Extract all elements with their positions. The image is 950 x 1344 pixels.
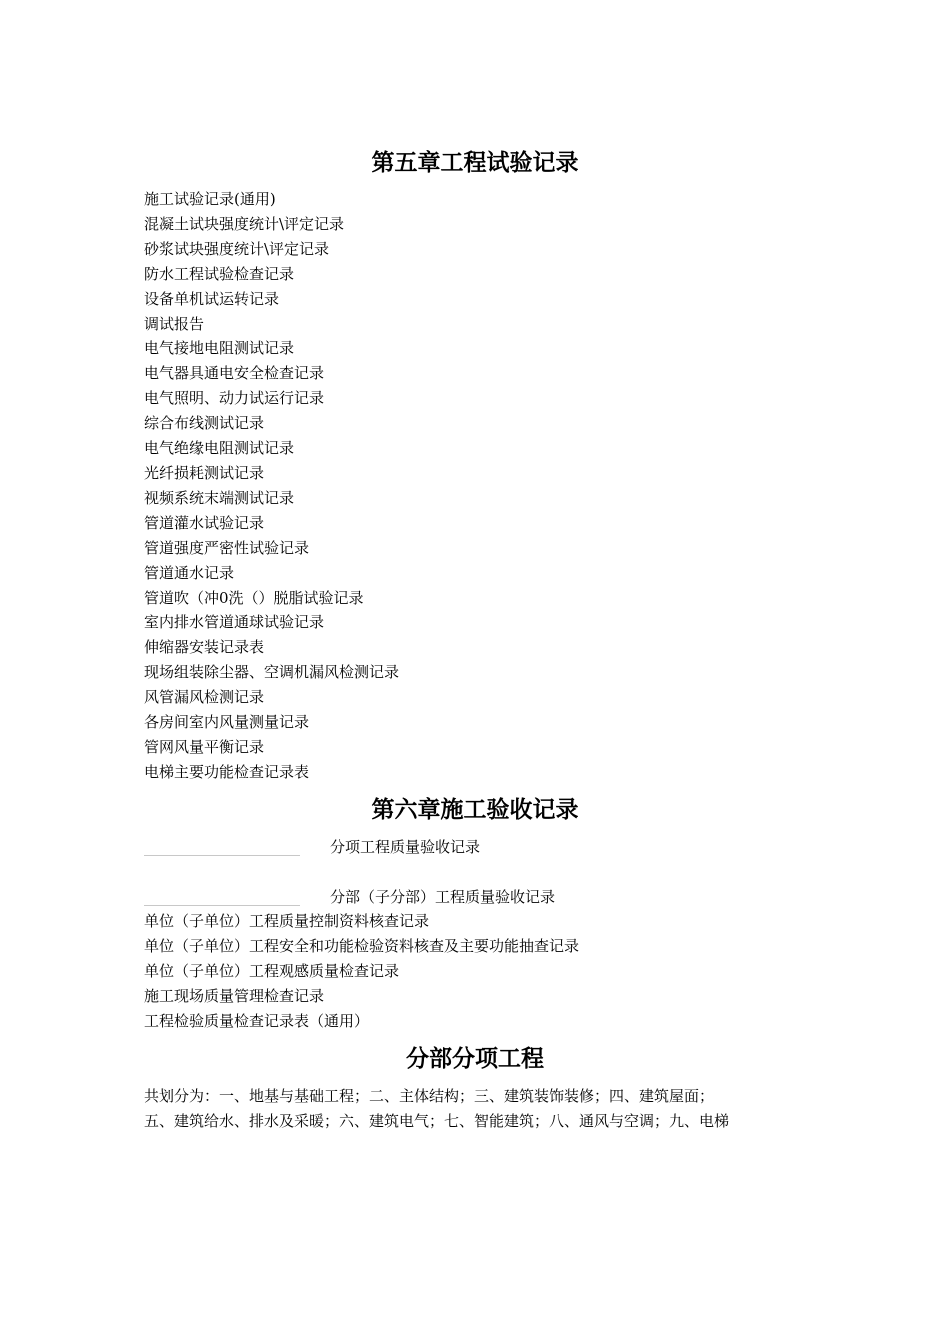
list-item: 调试报告 (144, 314, 205, 333)
list-item: 电气绝缘电阻测试记录 (144, 439, 295, 458)
list-item: 管道灌水试验记录 (144, 513, 265, 532)
list-item: 单位（子单位）工程观感质量检查记录 (144, 961, 400, 980)
list-item: 施工试验记录(通用) (144, 190, 276, 208)
section3-title: 分部分项工程 (406, 1045, 544, 1072)
list-item: 电气接地电阻测试记录 (144, 339, 295, 358)
list-item: 视频系统末端测试记录 (144, 488, 295, 507)
list-item: 管道吹（冲0洗（）脱脂试验记录 (144, 588, 364, 607)
list-item: 室内排水管道通球试验记录 (144, 613, 325, 632)
chapter6-item-list (144, 909, 579, 1034)
list-item: 电气照明、动力试运行记录 (144, 389, 325, 408)
list-item: 电气器具通电安全检查记录 (144, 364, 325, 383)
list-item: 单位（子单位）工程安全和功能检验资料核查及主要功能抽查记录 (144, 936, 580, 955)
chapter6-sub-item (144, 835, 844, 861)
list-item: 电梯主要功能检查记录表 (144, 762, 310, 781)
chapter6-title: 第六章施工验收记录 (371, 796, 579, 823)
list-item: 伸缩器安装记录表 (144, 638, 265, 657)
list-item: 现场组装除尘器、空调机漏风检测记录 (144, 663, 400, 682)
sub-item-label: 分部（子分部）工程质量验收记录 (330, 888, 556, 906)
sub-item-label: 分项工程质量验收记录 (330, 838, 481, 856)
list-item: 综合布线测试记录 (144, 414, 265, 433)
chapter5-item-list (144, 187, 399, 785)
list-item: 施工现场质量管理检查记录 (144, 986, 325, 1005)
divider (144, 855, 300, 856)
section3-paragraph (144, 1084, 814, 1134)
chapter6-sub-item (144, 885, 844, 911)
list-item: 光纤损耗测试记录 (144, 463, 265, 482)
divider (144, 905, 300, 906)
list-item: 工程检验质量检查记录表（通用） (144, 1011, 370, 1030)
list-item: 砂浆试块强度统计\评定记录 (144, 239, 330, 258)
list-item: 管道强度严密性试验记录 (144, 538, 310, 557)
chapter5-title: 第五章工程试验记录 (371, 149, 579, 176)
list-item: 管网风量平衡记录 (144, 737, 265, 756)
list-item: 防水工程试验检查记录 (144, 264, 295, 283)
list-item: 各房间室内风量测量记录 (144, 713, 310, 732)
list-item: 管道通水记录 (144, 563, 235, 582)
list-item: 单位（子单位）工程质量控制资料核查记录 (144, 912, 430, 930)
list-item: 风管漏风检测记录 (144, 688, 265, 707)
paragraph-line: 五、建筑给水、排水及采暖；六、建筑电气；七、智能建筑；八、通风与空调；九、电梯 (144, 1112, 730, 1130)
list-item: 设备单机试运转记录 (144, 289, 280, 308)
list-item: 混凝土试块强度统计\评定记录 (144, 214, 345, 233)
paragraph-line: 共划分为：一、地基与基础工程；二、主体结构；三、建筑装饰装修；四、建筑屋面； (144, 1087, 715, 1105)
